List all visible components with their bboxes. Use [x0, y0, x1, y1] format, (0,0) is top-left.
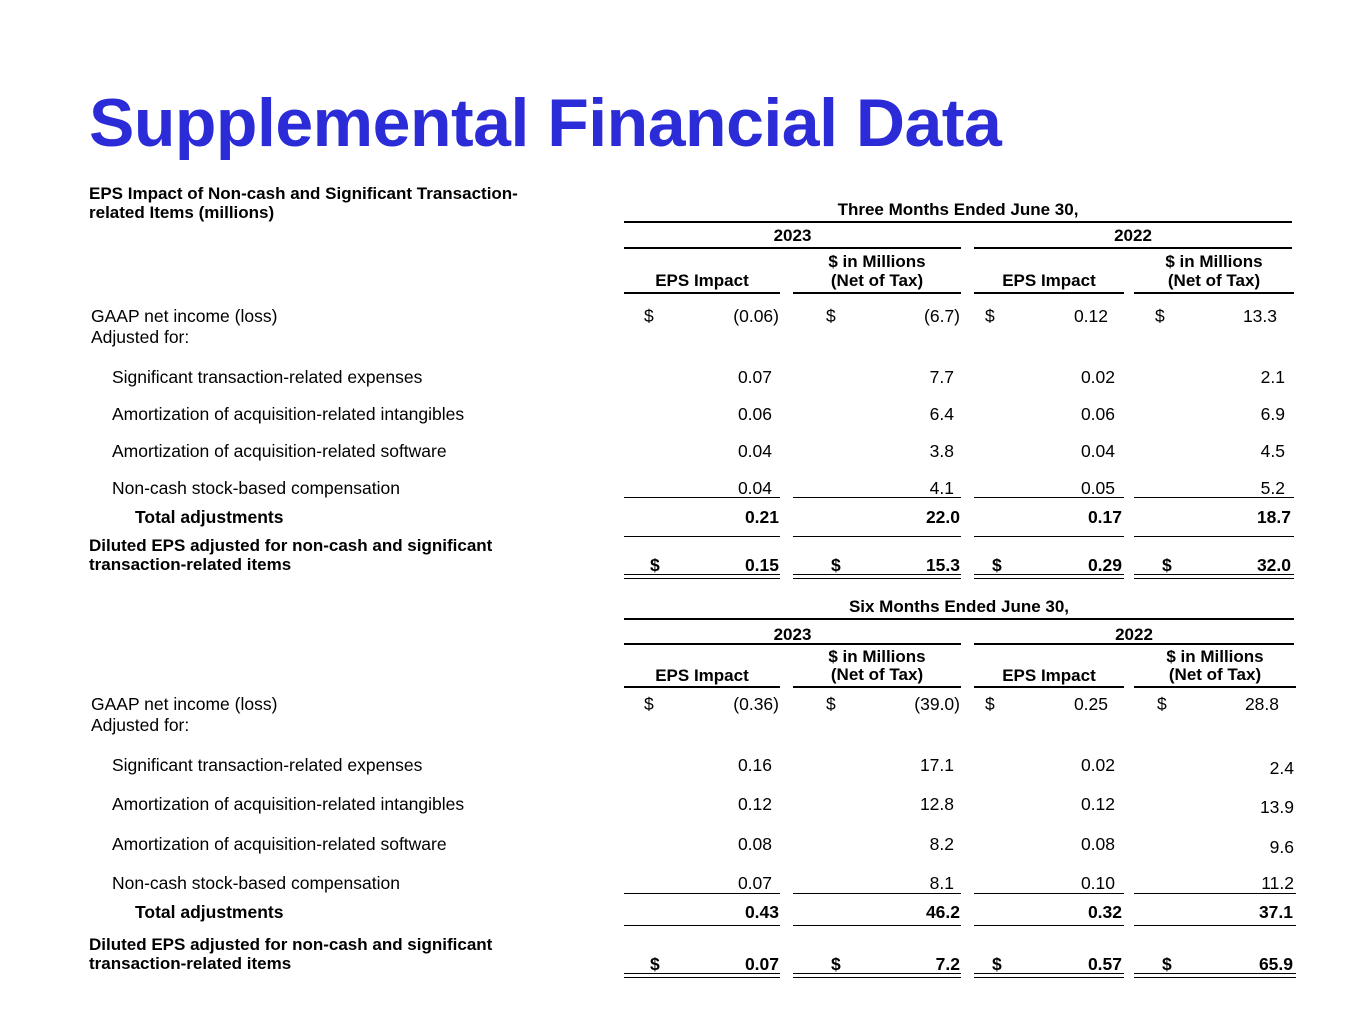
- cell-value: 2.1: [1260, 367, 1285, 387]
- divider: [793, 497, 961, 498]
- divider: [793, 893, 961, 894]
- cell-value: 0.04: [737, 478, 772, 498]
- cell-value: 6.9: [1260, 404, 1285, 424]
- cell-value: 13.9: [1259, 797, 1294, 817]
- cell-value: 0.12: [1080, 794, 1115, 814]
- period-header: Six Months Ended June 30,: [848, 597, 1070, 616]
- divider: [793, 977, 961, 978]
- row-label: transaction-related items: [89, 954, 292, 973]
- cell-value: 12.8: [919, 794, 954, 814]
- row-label: Total adjustments: [135, 507, 284, 527]
- divider: [974, 925, 1124, 926]
- divider: [793, 578, 961, 579]
- cell-value: 0.02: [1080, 367, 1115, 387]
- cell-value: 2.4: [1269, 758, 1294, 778]
- divider: [974, 893, 1124, 894]
- cell-value: 4.1: [929, 478, 954, 498]
- row-label: Total adjustments: [135, 902, 284, 922]
- currency-symbol: $: [1162, 954, 1172, 974]
- cell-value: 7.7: [929, 367, 954, 387]
- cell-value: (39.0): [914, 694, 960, 714]
- cell-value: 0.07: [737, 873, 772, 893]
- divider: [1134, 893, 1296, 894]
- period-header: Three Months Ended June 30,: [837, 200, 1079, 219]
- cell-value: 7.2: [935, 954, 960, 974]
- divider: [1134, 977, 1296, 978]
- currency-symbol: $: [644, 694, 654, 714]
- cell-value: 0.21: [744, 507, 779, 527]
- cell-value: 0.08: [737, 834, 772, 854]
- row-label: Amortization of acquisition-related software: [112, 441, 447, 461]
- divider: [793, 925, 961, 926]
- cell-value: 0.29: [1087, 555, 1122, 575]
- col-header-millions-sub: (Net of Tax): [830, 271, 924, 290]
- cell-value: 0.10: [1080, 873, 1115, 893]
- col-header-eps: EPS Impact: [1002, 271, 1096, 290]
- currency-symbol: $: [985, 694, 995, 714]
- divider: [624, 893, 780, 894]
- row-label: Significant transaction-related expenses: [112, 367, 423, 387]
- divider: [974, 578, 1124, 579]
- cell-value: 15.3: [925, 555, 960, 575]
- currency-symbol: $: [992, 954, 1002, 974]
- currency-symbol: $: [992, 555, 1002, 575]
- cell-value: 5.2: [1260, 478, 1285, 498]
- cell-value: (0.36): [733, 694, 779, 714]
- cell-value: 22.0: [925, 507, 960, 527]
- cell-value: 8.1: [929, 873, 954, 893]
- cell-value: 0.12: [737, 794, 772, 814]
- cell-value: 0.25: [1073, 694, 1108, 714]
- col-header-millions-sub: (Net of Tax): [1167, 271, 1261, 290]
- cell-value: 0.08: [1080, 834, 1115, 854]
- row-label: Amortization of acquisition-related software: [112, 834, 447, 854]
- col-header-eps: EPS Impact: [655, 271, 749, 290]
- col-header-millions: $ in Millions: [828, 252, 926, 271]
- year-header: 2023: [773, 226, 812, 245]
- divider: [624, 686, 780, 688]
- divider: [974, 686, 1124, 688]
- col-header-millions: $ in Millions: [828, 647, 926, 666]
- divider: [974, 497, 1124, 498]
- cell-value: 0.32: [1087, 902, 1122, 922]
- divider: [624, 618, 1294, 620]
- cell-value: 9.6: [1269, 837, 1294, 857]
- divider: [974, 643, 1294, 645]
- cell-value: 17.1: [919, 755, 954, 775]
- cell-value: 0.16: [737, 755, 772, 775]
- divider: [624, 497, 780, 498]
- cell-value: 28.8: [1244, 694, 1279, 714]
- cell-value: 46.2: [925, 902, 960, 922]
- cell-value: 3.8: [929, 441, 954, 461]
- row-label: Diluted EPS adjusted for non-cash and significant: [89, 935, 493, 954]
- divider: [1134, 574, 1294, 575]
- cell-value: 0.04: [1080, 441, 1115, 461]
- divider: [624, 973, 780, 974]
- divider: [974, 247, 1292, 249]
- divider: [1134, 497, 1294, 498]
- cell-value: 0.15: [744, 555, 779, 575]
- divider: [624, 221, 1292, 223]
- cell-value: (0.06): [733, 306, 779, 326]
- divider: [624, 977, 780, 978]
- currency-symbol: $: [826, 694, 836, 714]
- cell-value: 0.02: [1080, 755, 1115, 775]
- divider: [974, 292, 1124, 294]
- divider: [1134, 536, 1294, 537]
- col-header-millions: $ in Millions: [1166, 647, 1264, 666]
- currency-symbol: $: [650, 954, 660, 974]
- currency-symbol: $: [644, 306, 654, 326]
- divider: [624, 536, 780, 537]
- row-label: GAAP net income (loss): [91, 306, 278, 326]
- page-title: Supplemental Financial Data: [89, 85, 1002, 161]
- divider: [624, 292, 780, 294]
- cell-value: 32.0: [1256, 555, 1291, 575]
- adjusted-for-label: Adjusted for:: [91, 715, 190, 735]
- divider: [793, 686, 961, 688]
- currency-symbol: $: [831, 954, 841, 974]
- currency-symbol: $: [831, 555, 841, 575]
- cell-value: 4.5: [1260, 441, 1285, 461]
- currency-symbol: $: [1162, 555, 1172, 575]
- cell-value: 18.7: [1256, 507, 1291, 527]
- col-header-millions-sub: (Net of Tax): [1168, 665, 1262, 684]
- col-header-millions: $ in Millions: [1165, 252, 1263, 271]
- row-label: Amortization of acquisition-related intangibles: [112, 404, 465, 424]
- divider: [974, 973, 1124, 974]
- cell-value: 0.43: [744, 902, 779, 922]
- cell-value: 0.06: [1080, 404, 1115, 424]
- cell-value: 0.07: [744, 954, 779, 974]
- cell-value: 0.05: [1080, 478, 1115, 498]
- currency-symbol: $: [650, 555, 660, 575]
- divider: [1134, 292, 1294, 294]
- row-label: Amortization of acquisition-related intangibles: [112, 794, 465, 814]
- row-label: Significant transaction-related expenses: [112, 755, 423, 775]
- cell-value: (6.7): [924, 306, 960, 326]
- divider: [793, 536, 961, 537]
- cell-value: 11.2: [1261, 873, 1294, 893]
- currency-symbol: $: [826, 306, 836, 326]
- cell-value: 0.06: [737, 404, 772, 424]
- divider: [624, 578, 780, 579]
- divider: [793, 973, 961, 974]
- divider: [1134, 925, 1296, 926]
- row-label: Non-cash stock-based compensation: [112, 873, 400, 893]
- cell-value: 0.07: [737, 367, 772, 387]
- section-title-line2: related Items (millions): [89, 203, 275, 222]
- col-header-millions-sub: (Net of Tax): [830, 665, 924, 684]
- row-label: GAAP net income (loss): [91, 694, 278, 714]
- row-label: Diluted EPS adjusted for non-cash and significant: [89, 536, 493, 555]
- cell-value: 8.2: [929, 834, 954, 854]
- divider: [624, 925, 780, 926]
- col-header-eps: EPS Impact: [1002, 666, 1096, 685]
- currency-symbol: $: [1157, 694, 1167, 714]
- divider: [1134, 686, 1296, 688]
- divider: [624, 574, 780, 575]
- year-header: 2023: [773, 625, 812, 644]
- cell-value: 37.1: [1258, 902, 1293, 922]
- cell-value: 0.57: [1087, 954, 1122, 974]
- divider: [974, 977, 1124, 978]
- col-header-eps: EPS Impact: [655, 666, 749, 685]
- cell-value: 6.4: [929, 404, 954, 424]
- section-title-line1: EPS Impact of Non-cash and Significant Transaction-: [89, 184, 518, 203]
- divider: [974, 574, 1124, 575]
- currency-symbol: $: [985, 306, 995, 326]
- divider: [974, 536, 1124, 537]
- row-label: Non-cash stock-based compensation: [112, 478, 400, 498]
- divider: [624, 247, 961, 249]
- cell-value: 0.12: [1073, 306, 1108, 326]
- cell-value: 0.04: [737, 441, 772, 461]
- adjusted-for-label: Adjusted for:: [91, 327, 190, 347]
- year-header: 2022: [1115, 625, 1153, 644]
- cell-value: 65.9: [1258, 954, 1293, 974]
- divider: [793, 292, 961, 294]
- cell-value: 13.3: [1242, 306, 1277, 326]
- divider: [1134, 578, 1294, 579]
- cell-value: 0.17: [1087, 507, 1122, 527]
- row-label: transaction-related items: [89, 555, 292, 574]
- divider: [793, 574, 961, 575]
- divider: [624, 643, 961, 645]
- currency-symbol: $: [1155, 306, 1165, 326]
- divider: [1134, 973, 1296, 974]
- year-header: 2022: [1114, 226, 1152, 245]
